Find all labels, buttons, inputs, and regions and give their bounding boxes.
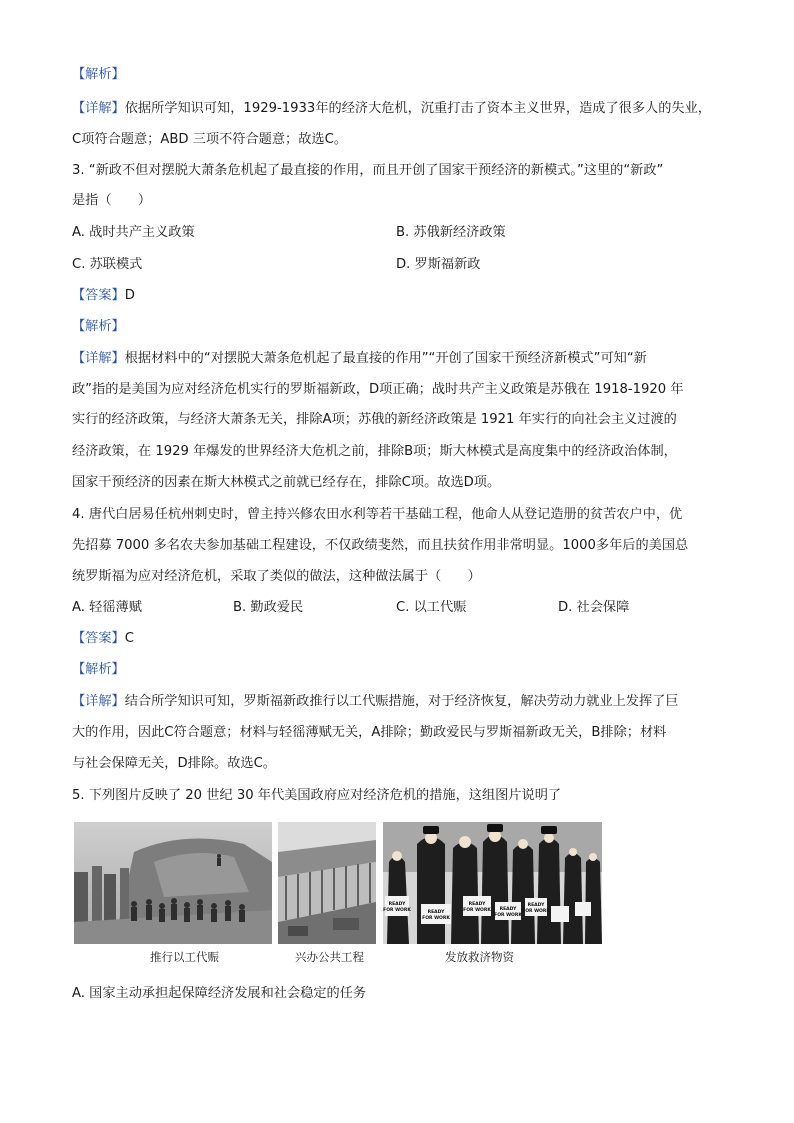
q3-option-b: B. 苏俄新经济政策 (396, 225, 506, 240)
sign-text: READY (468, 902, 486, 907)
q4-option-b: B. 勤政爱民 (233, 600, 304, 615)
q3-detail: 国家干预经济的因素在斯大林模式之前就已经存在，排除C项。故选D项。 (72, 475, 501, 490)
q4-option-d: D. 社会保障 (558, 600, 630, 615)
question-4-stem: 先招募 7000 多名农夫参加基础工程建设，不仅政绩斐然，而且扶贫作用非常明显。1000多年后的美国总 (72, 538, 689, 553)
photo-caption: 发放救济物资 (445, 950, 514, 964)
analysis-tag: 【解析】 (72, 67, 125, 82)
q4-detail: 【详解】结合所学知识可知，罗斯福新政推行以工代赈措施，对于经济恢复，解决劳动力就业上发挥了巨 (72, 694, 679, 709)
q4-detail: 与社会保障无关，D排除。故选C。 (72, 756, 276, 771)
sign-text: READY (499, 907, 517, 912)
q4-detail: 大的作用，因此C符合题意；材料与轻徭薄赋无关，A排除；勤政爱民与罗斯福新政无关，B排除；材料 (72, 725, 667, 740)
q3-option-d: D. 罗斯福新政 (396, 257, 481, 272)
detail-line: C项符合题意；ABD 三项不符合题意；故选C。 (72, 132, 348, 147)
q3-answer: 【答案】D (72, 288, 135, 303)
question-5-stem: 5. 下列图片反映了 20 世纪 30 年代美国政府应对经济危机的措施，这组图片说明了 (72, 788, 562, 803)
q3-option-c: C. 苏联模式 (72, 257, 143, 272)
sign-text: READY (527, 903, 545, 908)
sign-text: FOR WORK (522, 909, 550, 914)
detail-line: 【详解】依据所学知识可知，1929-1933年的经济大危机，沉重打击了资本主义世界，造成了很多人的失业， (72, 101, 711, 116)
question-3-stem: 3. “新政不但对摆脱大萧条危机起了最直接的作用，而且开创了国家干预经济的新模式。”这里的“新政” (72, 163, 664, 178)
q5-option-a: A. 国家主动承担起保障经济发展和社会稳定的任务 (72, 986, 367, 1001)
question-3-stem: 是指（ ） (72, 193, 152, 208)
q3-option-a: A. 战时共产主义政策 (72, 225, 195, 240)
work-relief-photo (74, 822, 272, 944)
sign-text: FOR WORK (422, 916, 450, 921)
q4-option-c: C. 以工代赈 (396, 600, 467, 615)
public-works-photo (278, 822, 376, 944)
photo-caption: 兴办公共工程 (295, 950, 364, 964)
sign-text: FOR WORK (494, 913, 522, 918)
sign-text: READY (427, 910, 445, 915)
photo-caption: 推行以工代赈 (150, 950, 219, 964)
sign-text: FOR WORK (463, 908, 491, 913)
question-4-stem: 4. 唐代白居易任杭州刺史时，曾主持兴修农田水利等若干基础工程，他命人从登记造册的贫苦农户中，优 (72, 507, 683, 522)
q4-option-a: A. 轻徭薄赋 (72, 600, 142, 615)
q3-detail: 【详解】根据材料中的“对摆脱大萧条危机起了最直接的作用”“开创了国家干预经济新模式”可知“新 (72, 351, 647, 366)
question-4-stem: 统罗斯福为应对经济危机，采取了类似的做法，这种做法属于（ ） (72, 569, 481, 584)
sign-text: READY (388, 902, 406, 907)
q3-detail: 经济政策，在 1929 年爆发的世界经济大危机之前，排除B项；斯大林模式是高度集中的经济政治体制， (72, 444, 677, 459)
sign-text: FOR WORK (383, 908, 411, 913)
q4-answer: 【答案】C (72, 631, 134, 646)
analysis-tag: 【解析】 (72, 319, 125, 334)
q3-detail: 实行的经济政策，与经济大萧条无关，排除A项；苏俄的新经济政策是 1921 年实行的向社会主义过渡的 (72, 412, 677, 427)
q3-detail: 政”指的是美国为应对经济危机实行的罗斯福新政，D项正确；战时共产主义政策是苏俄在 1918-1920 年 (72, 382, 684, 397)
analysis-tag: 【解析】 (72, 662, 125, 677)
relief-line-photo (383, 822, 602, 944)
